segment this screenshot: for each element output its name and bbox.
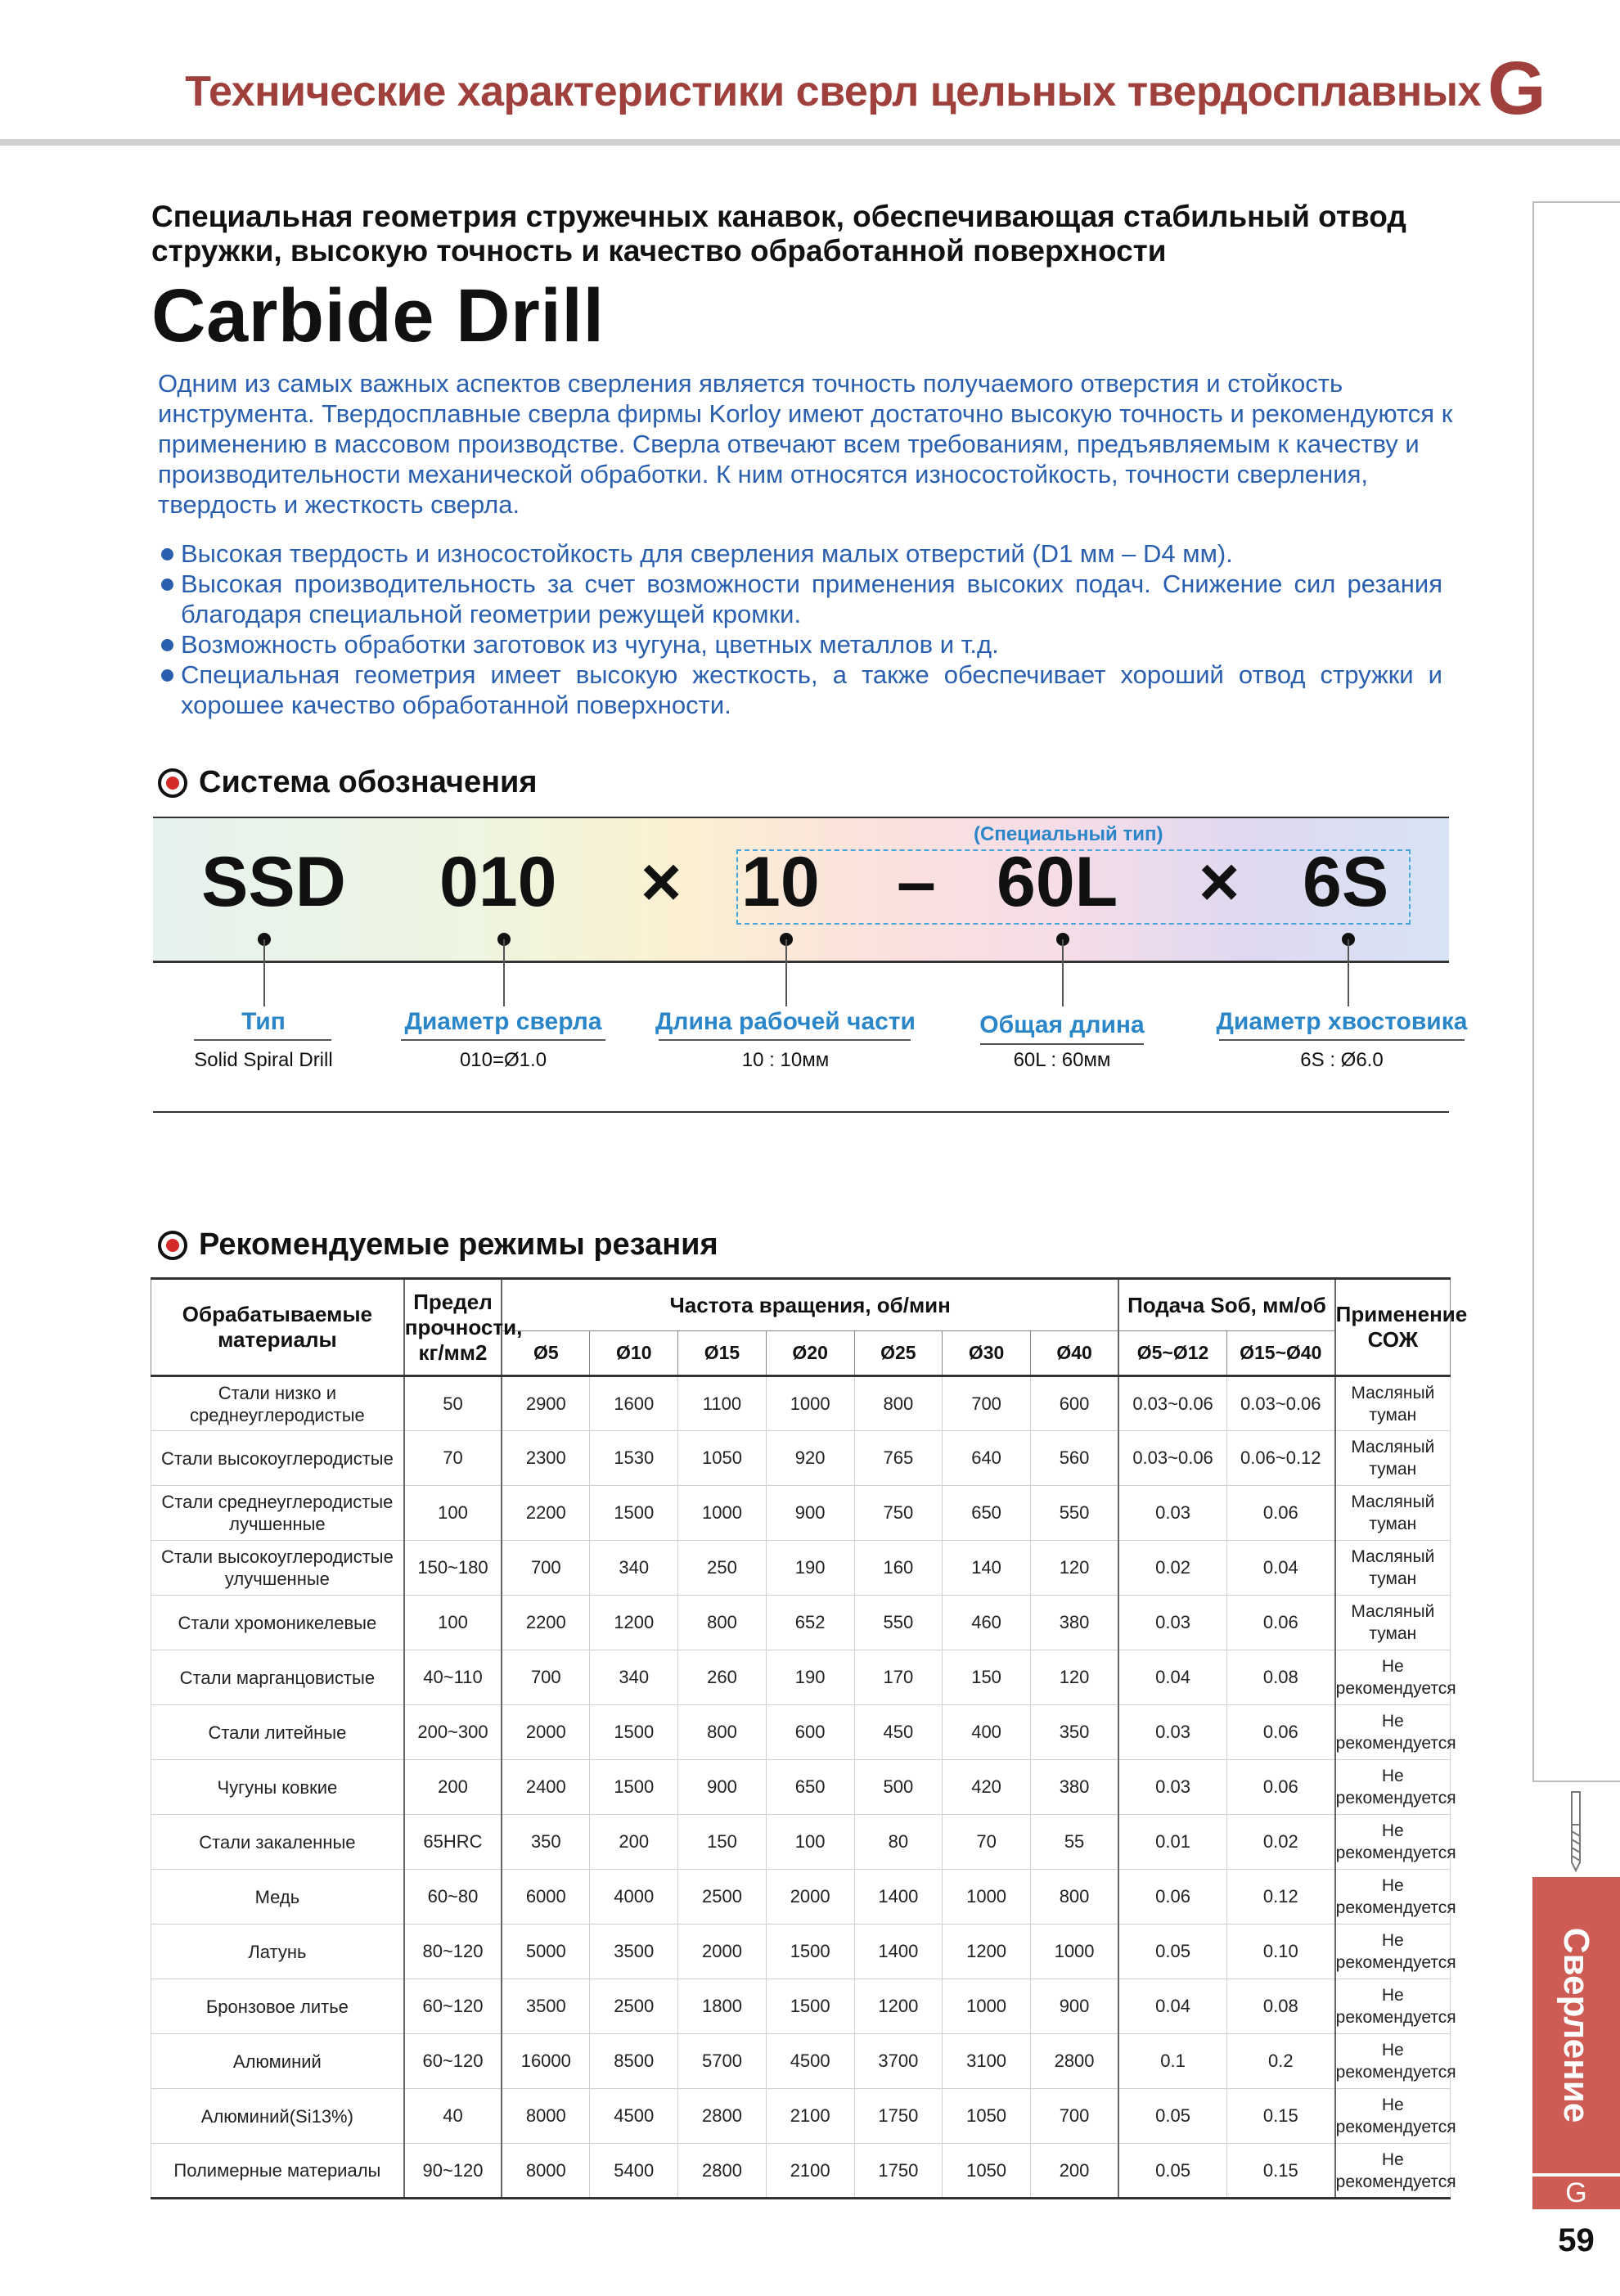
cell-speed: 380 [1030, 1760, 1118, 1815]
label-length: Длина рабочей части [655, 1008, 916, 1035]
code-series: SSD [201, 843, 346, 921]
chapter-tab-letter: G [1532, 2177, 1620, 2209]
cell-material: Стали хромоникелевые [151, 1596, 404, 1650]
cell-feed: 0.15 [1226, 2089, 1334, 2144]
side-frame-top [1532, 201, 1620, 203]
product-title: Carbide Drill [151, 274, 605, 358]
cell-speed: 1530 [590, 1431, 678, 1486]
label-overall: Общая длина [979, 1011, 1145, 1038]
cell-feed: 0.03~0.06 [1118, 1431, 1226, 1486]
cell-speed: 3700 [854, 2034, 943, 2089]
cell-feed: 0.03 [1118, 1486, 1226, 1541]
table-row [151, 2144, 1451, 2199]
cell-speed: 190 [766, 1541, 854, 1596]
header-strength: Предел прочности, кг/мм2 [404, 1279, 502, 1376]
cell-material: Стали марганцовистые [151, 1650, 404, 1705]
cell-speed: 1800 [678, 1979, 767, 2034]
header-speed: Частота вращения, об/мин [502, 1279, 1118, 1331]
cell-speed: 1000 [678, 1486, 767, 1541]
cell-feed: 0.04 [1118, 1979, 1226, 2034]
cell-speed: 765 [854, 1431, 943, 1486]
cell-speed: 2900 [502, 1376, 590, 1431]
cell-speed: 1750 [854, 2144, 943, 2199]
table-row [151, 2089, 1451, 2144]
cell-feed: 0.1 [1118, 2034, 1226, 2089]
cell-speed: 2300 [502, 1431, 590, 1486]
header-speed-col: Ø20 [766, 1331, 854, 1376]
cell-speed: 350 [502, 1815, 590, 1870]
cell-strength: 60~120 [404, 2034, 502, 2089]
cell-strength: 200 [404, 1760, 502, 1815]
cell-speed: 8000 [502, 2144, 590, 2199]
side-frame-line [1532, 201, 1534, 1782]
cell-strength: 40~110 [404, 1650, 502, 1705]
cell-speed: 200 [590, 1815, 678, 1870]
header-speed-col: Ø25 [854, 1331, 943, 1376]
cell-speed: 16000 [502, 2034, 590, 2089]
cell-strength: 40 [404, 2089, 502, 2144]
cell-speed: 1200 [590, 1596, 678, 1650]
cell-material: Алюминий [151, 2034, 404, 2089]
cell-feed: 0.02 [1118, 1541, 1226, 1596]
chapter-tab-label-wrap [1532, 1877, 1620, 2173]
cell-feed: 0.03 [1118, 1705, 1226, 1760]
feature-item: Возможность обработки заготовок из чугуна, цветных металлов и т.д. [158, 629, 1442, 660]
cell-speed: 140 [943, 1541, 1031, 1596]
header-feed: Подача Sоб, мм/об [1118, 1279, 1334, 1331]
table-row [151, 1870, 1451, 1925]
cell-speed: 170 [854, 1650, 943, 1705]
cell-strength: 100 [404, 1596, 502, 1650]
cell-speed: 1200 [943, 1925, 1031, 1979]
cell-speed: 2400 [502, 1760, 590, 1815]
cell-speed: 250 [678, 1541, 767, 1596]
cell-strength: 50 [404, 1376, 502, 1431]
cell-feed: 0.05 [1118, 2144, 1226, 2199]
cell-material: Стали высокоуглеродистые [151, 1431, 404, 1486]
leader-line [1062, 939, 1064, 1006]
cell-speed: 550 [854, 1596, 943, 1650]
cell-speed: 2800 [678, 2089, 767, 2144]
cell-speed: 120 [1030, 1650, 1118, 1705]
header-speed-col: Ø5 [502, 1331, 590, 1376]
cell-speed: 652 [766, 1596, 854, 1650]
cell-speed: 160 [854, 1541, 943, 1596]
label-type: Тип [241, 1008, 286, 1035]
table-row [151, 1705, 1451, 1760]
cell-speed: 120 [1030, 1541, 1118, 1596]
cell-speed: 8500 [590, 2034, 678, 2089]
table-row [151, 1486, 1451, 1541]
cell-strength: 200~300 [404, 1705, 502, 1760]
cell-material: Стали среднеуглеродистые лучшенные [151, 1486, 404, 1541]
cell-speed: 1000 [943, 1870, 1031, 1925]
cell-material: Медь [151, 1870, 404, 1925]
cell-feed: 0.03 [1118, 1760, 1226, 1815]
cell-coolant: Не рекомендуется [1335, 1870, 1451, 1925]
header-feed-col: Ø5~Ø12 [1118, 1331, 1226, 1376]
header-coolant: Применение СОЖ [1335, 1279, 1451, 1376]
cell-material: Чугуны ковкие [151, 1760, 404, 1815]
table-row [151, 1650, 1451, 1705]
header-material: Обрабатываемые материалы [151, 1279, 404, 1376]
cell-coolant: Масляный туман [1335, 1486, 1451, 1541]
cell-material: Алюминий(Si13%) [151, 2089, 404, 2144]
cell-feed: 0.10 [1226, 1925, 1334, 1979]
designation-bottom-rule [153, 961, 1449, 963]
label-underline [659, 1039, 911, 1041]
cell-speed: 800 [678, 1596, 767, 1650]
cell-feed: 0.12 [1226, 1870, 1334, 1925]
cell-speed: 1500 [590, 1486, 678, 1541]
code-times-2: × [1199, 843, 1240, 921]
code-length: 10 [741, 843, 820, 921]
cell-feed: 0.03~0.06 [1118, 1376, 1226, 1431]
leader-line [503, 939, 505, 1006]
table-row [151, 1596, 1451, 1650]
intro-paragraph: Одним из самых важных аспектов сверления является точность получаемого отверстия и стойкость инструмента. Твердосплавные сверла фирмы Korloy имеют достаточно высокую точность и рекомендуются к применению в массовом производстве. Сверла отвечают всем требованиям, предъявляемым к качеству и производительности механической обработки. К ним относятся износостойкость, точности сверления, твердость и жесткость сверла. [158, 369, 1453, 519]
cell-speed: 1500 [766, 1979, 854, 2034]
feature-item: Высокая производительность за счет возможности применения высоких подач. Снижение сил резания благодаря специальной геометрии режущей кромки. [158, 569, 1442, 629]
cell-speed: 380 [1030, 1596, 1118, 1650]
cell-speed: 55 [1030, 1815, 1118, 1870]
cell-coolant: Масляный туман [1335, 1541, 1451, 1596]
cell-speed: 1500 [590, 1705, 678, 1760]
cell-speed: 550 [1030, 1486, 1118, 1541]
cell-speed: 900 [766, 1486, 854, 1541]
code-shank: 6S [1303, 843, 1389, 921]
table-row [151, 1541, 1451, 1596]
cell-feed: 0.06~0.12 [1226, 1431, 1334, 1486]
cell-coolant: Не рекомендуется [1335, 1760, 1451, 1815]
cell-speed: 500 [854, 1760, 943, 1815]
cell-speed: 80 [854, 1815, 943, 1870]
label-shank: Диаметр хвостовика [1216, 1008, 1468, 1035]
cell-material: Полимерные материалы [151, 2144, 404, 2199]
cell-speed: 1500 [766, 1925, 854, 1979]
cell-speed: 600 [1030, 1376, 1118, 1431]
label-type-example: Solid Spiral Drill [194, 1049, 333, 1071]
cell-speed: 2200 [502, 1596, 590, 1650]
cell-coolant: Масляный туман [1335, 1431, 1451, 1486]
cell-speed: 1000 [1030, 1925, 1118, 1979]
cell-speed: 5000 [502, 1925, 590, 1979]
cell-speed: 2800 [678, 2144, 767, 2199]
label-underline [194, 1039, 331, 1041]
feature-item: Высокая твердость и износостойкость для сверления малых отверстий (D1 мм – D4 мм). [158, 538, 1442, 569]
label-diameter: Диаметр сверла [404, 1008, 602, 1035]
cell-speed: 800 [854, 1376, 943, 1431]
table-row [151, 1376, 1451, 1431]
cell-speed: 350 [1030, 1705, 1118, 1760]
cell-feed: 0.08 [1226, 1979, 1334, 2034]
designation-top-rule [153, 817, 1449, 818]
cell-coolant: Масляный туман [1335, 1376, 1451, 1431]
cell-strength: 100 [404, 1486, 502, 1541]
cell-speed: 1050 [943, 2089, 1031, 2144]
leader-line [1348, 939, 1349, 1006]
cell-speed: 700 [502, 1541, 590, 1596]
cell-coolant: Не рекомендуется [1335, 1925, 1451, 1979]
cell-feed: 0.15 [1226, 2144, 1334, 2199]
cell-speed: 650 [943, 1486, 1031, 1541]
cell-speed: 1200 [854, 1979, 943, 2034]
cell-coolant: Не рекомендуется [1335, 1815, 1451, 1870]
cell-speed: 2500 [678, 1870, 767, 1925]
side-frame-bottom [1532, 1781, 1620, 1782]
cell-speed: 1500 [590, 1760, 678, 1815]
cell-speed: 1600 [590, 1376, 678, 1431]
leader-line [263, 939, 265, 1006]
header-speed-col: Ø15 [678, 1331, 767, 1376]
cell-strength: 60~80 [404, 1870, 502, 1925]
cell-speed: 190 [766, 1650, 854, 1705]
table-row [151, 1760, 1451, 1815]
cell-strength: 65HRC [404, 1815, 502, 1870]
cell-speed: 200 [1030, 2144, 1118, 2199]
cell-feed: 0.06 [1226, 1705, 1334, 1760]
page-number: 59 [1558, 2222, 1595, 2258]
cell-speed: 650 [766, 1760, 854, 1815]
header-feed-col: Ø15~Ø40 [1226, 1331, 1334, 1376]
bullet-target-icon [158, 768, 187, 798]
cell-feed: 0.02 [1226, 1815, 1334, 1870]
cell-speed: 70 [943, 1815, 1031, 1870]
cell-speed: 920 [766, 1431, 854, 1486]
cell-speed: 700 [943, 1376, 1031, 1431]
cell-feed: 0.04 [1226, 1541, 1334, 1596]
cell-coolant: Не рекомендуется [1335, 1650, 1451, 1705]
cell-speed: 640 [943, 1431, 1031, 1486]
cell-speed: 2000 [502, 1705, 590, 1760]
table-row [151, 1979, 1451, 2034]
cell-speed: 2100 [766, 2144, 854, 2199]
code-dash: – [897, 843, 936, 921]
cell-feed: 0.05 [1118, 1925, 1226, 1979]
cutting-heading [158, 1227, 718, 1263]
cell-speed: 450 [854, 1705, 943, 1760]
cell-speed: 260 [678, 1650, 767, 1705]
cell-feed: 0.01 [1118, 1815, 1226, 1870]
cell-speed: 3500 [590, 1925, 678, 1979]
cell-speed: 800 [1030, 1870, 1118, 1925]
cell-speed: 100 [766, 1815, 854, 1870]
intro-subtitle: Специальная геометрия стружечных канавок, обеспечивающая стабильный отвод стружки, высокую точность и качество обработанной поверхности [151, 200, 1406, 268]
cell-speed: 150 [678, 1815, 767, 1870]
table-row [151, 2034, 1451, 2089]
feature-list [158, 538, 1442, 720]
cell-speed: 2200 [502, 1486, 590, 1541]
cell-strength: 90~120 [404, 2144, 502, 2199]
cell-material: Бронзовое литье [151, 1979, 404, 2034]
designation-footer-rule [153, 1111, 1449, 1113]
cell-speed: 600 [766, 1705, 854, 1760]
designation-heading [158, 765, 538, 800]
header-rule [0, 139, 1620, 146]
cell-speed: 6000 [502, 1870, 590, 1925]
cell-feed: 0.03 [1118, 1596, 1226, 1650]
label-shank-example: 6S : Ø6.0 [1300, 1049, 1384, 1071]
cell-speed: 4000 [590, 1870, 678, 1925]
cell-speed: 340 [590, 1650, 678, 1705]
cell-feed: 0.03~0.06 [1226, 1376, 1334, 1431]
cell-material: Стали низко и среднеуглеродистые [151, 1376, 404, 1431]
cell-material: Стали высокоуглеродистые улучшенные [151, 1541, 404, 1596]
page-header-title: Технические характеристики сверл цельных твердосплавных [185, 68, 1481, 115]
cell-speed: 400 [943, 1705, 1031, 1760]
chapter-tab-label: Сверление [1556, 1927, 1597, 2123]
cell-strength: 150~180 [404, 1541, 502, 1596]
header-speed-col: Ø40 [1030, 1331, 1118, 1376]
table-row [151, 1925, 1451, 1979]
cell-speed: 1000 [766, 1376, 854, 1431]
cell-speed: 8000 [502, 2089, 590, 2144]
cell-feed: 0.08 [1226, 1650, 1334, 1705]
cell-speed: 1400 [854, 1870, 943, 1925]
label-underline [1219, 1039, 1465, 1041]
cell-speed: 700 [502, 1650, 590, 1705]
cell-speed: 900 [1030, 1979, 1118, 2034]
cell-coolant: Не рекомендуется [1335, 1979, 1451, 2034]
cell-feed: 0.06 [1226, 1760, 1334, 1815]
cell-feed: 0.06 [1118, 1870, 1226, 1925]
drill-icon [1557, 1790, 1595, 1872]
designation-heading-text: Система обозначения [199, 765, 538, 799]
cell-speed: 800 [678, 1705, 767, 1760]
code-diameter: 010 [439, 843, 557, 921]
cell-speed: 700 [1030, 2089, 1118, 2144]
cell-material: Стали закаленные [151, 1815, 404, 1870]
cutting-conditions-table [151, 1277, 1468, 2199]
cell-speed: 5400 [590, 2144, 678, 2199]
cell-coolant: Не рекомендуется [1335, 1705, 1451, 1760]
cell-speed: 460 [943, 1596, 1031, 1650]
table-row [151, 1815, 1451, 1870]
cell-speed: 1000 [943, 1979, 1031, 2034]
cutting-heading-text: Рекомендуемые режимы резания [199, 1227, 718, 1262]
label-diameter-example: 010=Ø1.0 [459, 1049, 547, 1071]
cell-speed: 2100 [766, 2089, 854, 2144]
cell-strength: 60~120 [404, 1979, 502, 2034]
section-letter: G [1487, 47, 1546, 130]
cell-material: Латунь [151, 1925, 404, 1979]
cell-speed: 750 [854, 1486, 943, 1541]
cell-speed: 3500 [502, 1979, 590, 2034]
cell-speed: 2000 [766, 1870, 854, 1925]
table-row [151, 1431, 1451, 1486]
cell-feed: 0.2 [1226, 2034, 1334, 2089]
cell-coolant: Масляный туман [1335, 1596, 1451, 1650]
cell-feed: 0.04 [1118, 1650, 1226, 1705]
label-underline [401, 1039, 605, 1041]
cell-coolant: Не рекомендуется [1335, 2089, 1451, 2144]
cell-speed: 1100 [678, 1376, 767, 1431]
cell-feed: 0.05 [1118, 2089, 1226, 2144]
cell-strength: 80~120 [404, 1925, 502, 1979]
cell-speed: 1750 [854, 2089, 943, 2144]
cutting-table-body [151, 1376, 1456, 2199]
cell-speed: 2800 [1030, 2034, 1118, 2089]
cell-feed: 0.06 [1226, 1596, 1334, 1650]
cell-speed: 3100 [943, 2034, 1031, 2089]
cell-material: Стали литейные [151, 1705, 404, 1760]
cell-speed: 340 [590, 1541, 678, 1596]
cell-coolant: Не рекомендуется [1335, 2034, 1451, 2089]
cell-coolant: Не рекомендуется [1335, 2144, 1451, 2199]
special-type-note: (Специальный тип) [974, 823, 1163, 845]
cell-speed: 1050 [943, 2144, 1031, 2199]
header-speed-col: Ø30 [943, 1331, 1031, 1376]
bullet-target-icon [158, 1231, 187, 1260]
feature-item: Специальная геометрия имеет высокую жесткость, а также обеспечивает хороший отвод стружки и хорошее качество обработанной поверхности. [158, 660, 1442, 720]
cell-speed: 4500 [590, 2089, 678, 2144]
cell-feed: 0.06 [1226, 1486, 1334, 1541]
code-overall: 60L [997, 843, 1118, 921]
cell-speed: 1400 [854, 1925, 943, 1979]
cell-speed: 560 [1030, 1431, 1118, 1486]
cell-speed: 420 [943, 1760, 1031, 1815]
label-length-example: 10 : 10мм [741, 1049, 830, 1071]
cell-speed: 150 [943, 1650, 1031, 1705]
label-underline [980, 1043, 1144, 1045]
cell-speed: 1050 [678, 1431, 767, 1486]
cell-speed: 900 [678, 1760, 767, 1815]
header-speed-col: Ø10 [590, 1331, 678, 1376]
label-overall-example: 60L : 60мм [1013, 1049, 1111, 1071]
cell-speed: 5700 [678, 2034, 767, 2089]
cell-speed: 4500 [766, 2034, 854, 2089]
cell-strength: 70 [404, 1431, 502, 1486]
leader-line [785, 939, 787, 1006]
cell-speed: 2500 [590, 1979, 678, 2034]
cell-speed: 2000 [678, 1925, 767, 1979]
code-times-1: × [641, 843, 682, 921]
